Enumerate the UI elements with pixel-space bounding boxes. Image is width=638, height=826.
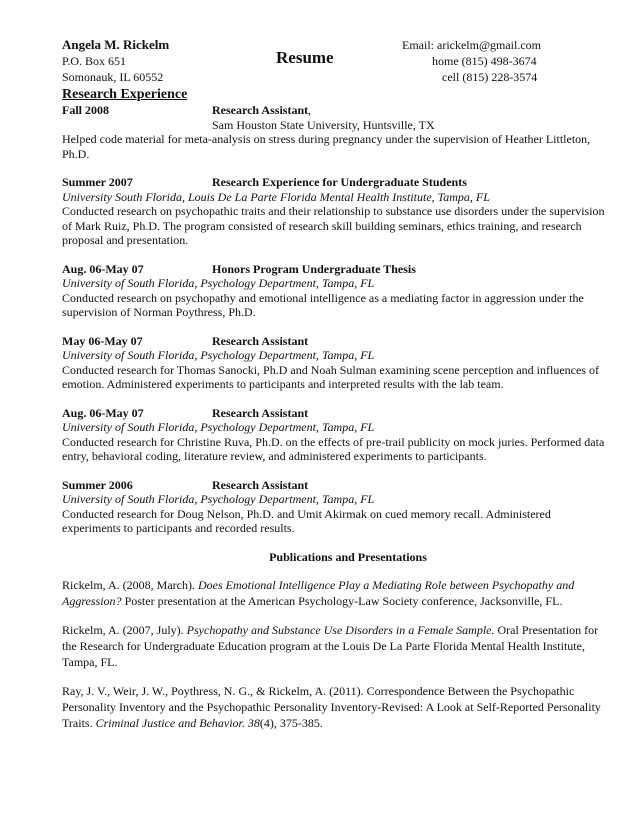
entry-title: Research Assistant	[212, 477, 309, 492]
research-entry	[62, 334, 610, 392]
publication-citation-end: (4), 375-385.	[259, 716, 323, 730]
entry-description: Conducted research on psychopathy and emotional intelligence as a mediating factor in aggression under the supervision of Norman Poythress, Ph.D.	[62, 290, 584, 319]
address-line-1: P.O. Box 651	[62, 54, 127, 68]
publication-citation-end: Poster presentation at the American Psychology-Law Society conference, Jacksonville, FL.	[121, 594, 563, 608]
cell-phone: cell (815) 228-3574	[442, 70, 538, 84]
publication-italic-title: Criminal Justice and Behavior. 38	[95, 716, 260, 730]
entry-organization: University of South Florida, Psychology Department, Tampa, FL	[62, 348, 375, 362]
address-line-2: Somonauk, IL 60552	[62, 70, 164, 84]
applicant-name: Angela M. Rickelm	[62, 37, 170, 52]
entry-title: Research Assistant	[212, 103, 309, 117]
entry-organization: Sam Houston State University, Huntsville, TX	[212, 117, 435, 132]
header-line-3	[62, 70, 610, 86]
entry-date: Summer 2006	[62, 477, 133, 492]
entry-description: Conducted research for Doug Nelson, Ph.D. and Umit Akirmak on cued memory recall. Administered experiments to participants and recorded results.	[62, 506, 551, 535]
entry-organization: University of South Florida, Psychology Department, Tampa, FL	[62, 420, 375, 434]
research-entry	[62, 406, 610, 464]
header-line-1	[62, 38, 610, 54]
publication-item	[62, 683, 610, 731]
entry-date: Fall 2008	[62, 103, 109, 117]
entry-description: Conducted research for Thomas Sanocki, Ph.D and Noah Sulman examining scene perception and influences of emotion. Administered experiments to participants and interpreted results with the lab team.	[62, 362, 599, 391]
entry-organization: University South Florida, Louis De La Parte Florida Mental Health Institute, Tampa, FL	[62, 189, 490, 204]
entry-date: Aug. 06-May 07	[62, 405, 144, 420]
entry-title: Honors Program Undergraduate Thesis	[212, 261, 416, 276]
entry-title-suffix: ,	[308, 103, 312, 117]
entry-date: May 06-May 07	[62, 333, 143, 348]
publication-item	[62, 577, 610, 609]
publication-citation-end: Oral Presentation for the Research for Undergraduate Education program at the Louis De La Parte Florida Mental Health Institute, Tampa, FL.	[62, 623, 599, 669]
header-line-2	[62, 48, 610, 70]
research-entry	[62, 478, 610, 536]
research-section-title: Research Experience	[62, 87, 188, 102]
publication-citation-start: Rickelm, A. (2007, July).	[62, 623, 187, 637]
publication-italic-title: Does Emotional Intelligence Play a Mediating Role between Psychopathy and Aggression?	[62, 578, 575, 608]
entry-organization: University of South Florida, Psychology Department, Tampa, FL	[62, 492, 375, 506]
entry-title: Research Assistant	[212, 333, 309, 348]
entry-description: Conducted research for Christine Ruva, Ph.D. on the effects of pre-trail publicity on mock juries. Performed data entry, behavioral coding, literature review, and administered experiments to participants.	[62, 434, 605, 463]
email: Email: arickelm@gmail.com	[402, 38, 542, 52]
entry-title: Research Assistant	[212, 405, 309, 420]
resume-page	[62, 38, 610, 731]
publication-citation-start: Rickelm, A. (2008, March).	[62, 578, 198, 592]
entry-date: Aug. 06-May 07	[62, 261, 144, 276]
publication-item	[62, 622, 610, 670]
entry-title: Research Experience for Undergraduate Students	[212, 175, 467, 189]
research-entry	[62, 103, 610, 161]
research-entries	[62, 103, 610, 536]
publications-section-title: Publications and Presentations	[269, 549, 427, 564]
publication-italic-title: Psychopathy and Substance Use Disorders in a Female Sample.	[186, 623, 495, 637]
entry-date: Summer 2007	[62, 175, 133, 189]
research-entry	[62, 262, 610, 320]
entry-description: Conducted research on psychopathic traits and their relationship to substance use disorders under the supervision of Mark Ruiz, Ph.D. The program consisted of research skill building seminars, ethics training, and research proposal and presentation.	[62, 204, 605, 247]
entry-description: Helped code material for meta-analysis on stress during pregnancy under the supervision of Heather Littleton, Ph.D.	[62, 132, 591, 161]
entry-organization: University of South Florida, Psychology Department, Tampa, FL	[62, 276, 375, 290]
publication-citation-start: Ray, J. V., Weir, J. W., Poythress, N. G., & Rickelm, A. (2011). Correspondence Between the Psychopathic Personality Inventory and the Psychopathic Personality Inventory-Revised: A Look at Self-Reported Personality Traits.	[62, 684, 601, 730]
publications-list	[62, 577, 610, 731]
research-entry	[62, 175, 610, 248]
document-title: Resume	[276, 48, 334, 67]
home-phone: home (815) 498-3674	[432, 54, 537, 68]
